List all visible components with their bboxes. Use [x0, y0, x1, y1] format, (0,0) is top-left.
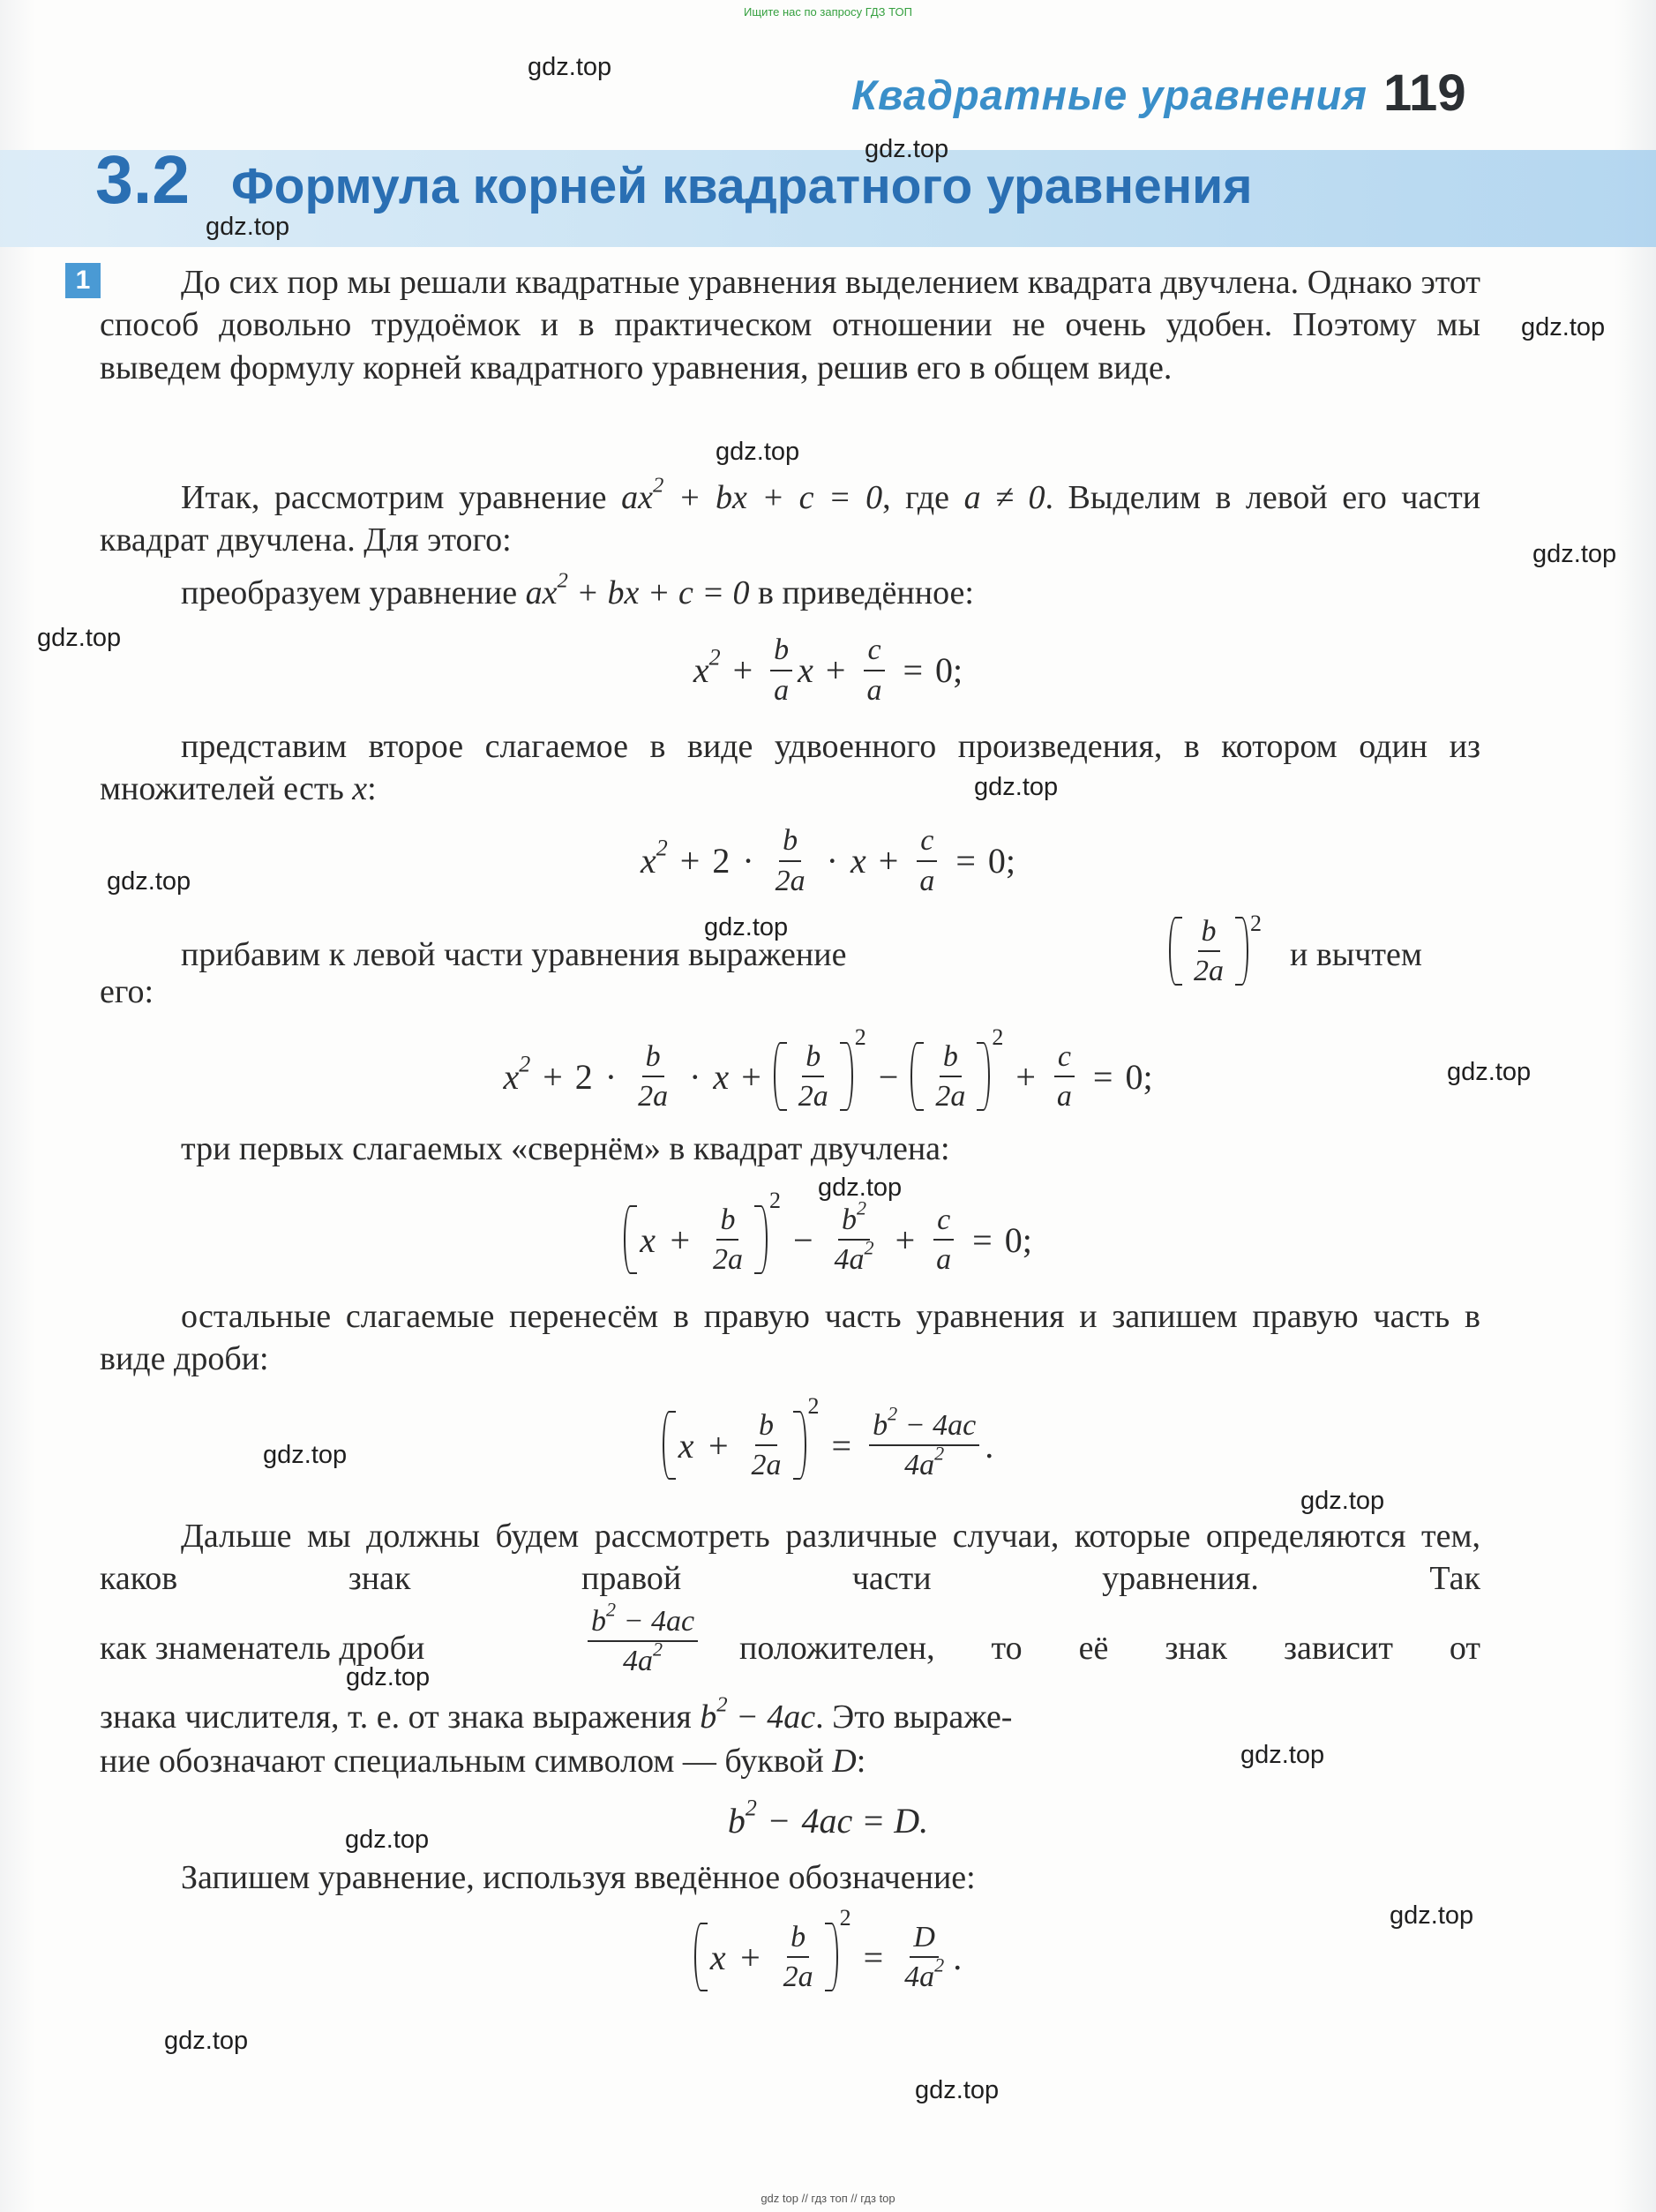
math-inline-fraction: $\frac{b^2 - 4ac}{4a^2}$ [582, 1604, 703, 1678]
equation-double-product: $x^2$ + 2 · $\frac{b}{2a}$ · x + $\frac{c}{a}$ = 0; [641, 824, 1015, 897]
text-it: его: [100, 973, 154, 1010]
watermark-text: gdz.top [346, 1663, 431, 1691]
watermark-text: gdz.top [1240, 1741, 1325, 1769]
text-numerator-sign [100, 1692, 1013, 1738]
intro-paragraph: До сих пор мы решали квадратные уравнения выделением квадрата двучлена. Однако этот способ довольно трудоёмок и в практическом отношении не очень удобен. Поэтому мы выведем формулу корней квадратного уравнения, решив его в общем виде. [100, 264, 1480, 386]
text-span: преобразуем уравнение [181, 574, 518, 611]
top-note: Ищите нас по запросу ГДЗ ТОП [744, 5, 912, 19]
watermark-text: gdz.top [1390, 1901, 1474, 1930]
text-span: прибавим к левой части уравнения выражение [181, 936, 847, 973]
text-span: . Это выраже- [815, 1698, 1013, 1736]
text-span: Итак, рассмотрим уравнение [181, 479, 607, 516]
section-title: Формула корней квадратного уравнения [231, 158, 1253, 214]
math-inline: $b^2 - 4ac$ [700, 1692, 816, 1736]
text-denominator: как знаменатель дроби [100, 1630, 425, 1667]
text-span: представим второе слагаемое в виде удвоенного произведения, в котором один из множителей есть [100, 728, 1480, 808]
watermark-text: gdz.top [716, 438, 800, 466]
watermark-text: gdz.top [915, 2076, 1000, 2104]
math-inline: $ax^2$ + bx + c = 0 [621, 473, 883, 516]
equation-discriminant: $b^2$ − 4ac = D. [727, 1795, 929, 1841]
watermark-text: gdz.top [704, 913, 789, 941]
watermark-text: gdz.top [1532, 540, 1617, 568]
paragraph-cases: Дальше мы должны будем рассмотреть различные случаи, которые определяются тем, каков знак правой части уравнения. Так [100, 1518, 1480, 1598]
equation-add-subtract: $x^2$ + 2 · $\frac{b}{2a}$ · x + $\frac{b}{2a}$ 2 − $\frac{b}{2a}$ 2 + $\frac{c}{a}$ = 0; [503, 1024, 1153, 1113]
text-symbol-D: ние обозначают специальным символом — буквой D: [100, 1743, 866, 1780]
math-inline-paren: $\frac{b}{2a}$ 2 [1169, 914, 1262, 988]
watermark-text: gdz.top [263, 1441, 348, 1469]
watermark-text: gdz.top [345, 1826, 430, 1854]
page-number: 119 [1383, 64, 1466, 122]
paragraph-consider-equation [100, 473, 1481, 562]
watermark-text: gdz.top [1521, 313, 1606, 341]
text-span: знака числителя, т. е. от знака выражения [100, 1698, 692, 1736]
text-positive: положителен, то её знак зависит от [739, 1630, 1480, 1667]
watermark-text: gdz.top [974, 773, 1059, 801]
equation-with-D: x + $\frac{b}{2a}$ 2 = $\frac{D}{4a^2}$ . [0, 1908, 1656, 2006]
text-and-subtract: и вычтем [1290, 936, 1422, 973]
section-number: 3.2 [95, 142, 191, 218]
watermark-text: gdz.top [164, 2027, 249, 2055]
watermark-text: gdz.top [1447, 1058, 1532, 1086]
bottom-note: gdz top // гдз топ // гдз top [761, 2192, 895, 2205]
watermark-text: gdz.top [206, 213, 290, 241]
watermark-text: gdz.top [528, 53, 612, 81]
paragraph-double-product: представим второе слагаемое в виде удвоенного произведения, в котором один из множителей есть x: [100, 728, 1480, 808]
watermark-text: gdz.top [37, 624, 122, 652]
text-span: в приведённое: [758, 574, 974, 611]
math-inline: x [352, 770, 368, 808]
equation-fraction-right: x + $\frac{b}{2a}$ 2 = $\frac{b^2 - 4ac}{4a^2}$ . [0, 1397, 1656, 1494]
equation-collapsed: x + $\frac{b}{2a}$ 2 − $\frac{b^2}{4a^2}$ + $\frac{c}{a}$ = 0; [0, 1191, 1656, 1288]
math-inline: a ≠ 0 [963, 479, 1045, 516]
step-reduce-line [181, 568, 974, 614]
equation-reduced: $x^2$ + $\frac{b}{a}$ x + $\frac{c}{a}$ = 0; [693, 634, 963, 707]
text-span: . Выделим в левой его части квадрат двучлена. Для этого: [100, 479, 1481, 559]
paragraph-move-terms: остальные слагаемые перенесём в правую часть уравнения и запишем правую часть в виде дроби: [100, 1298, 1480, 1378]
watermark-text: gdz.top [818, 1173, 903, 1202]
watermark-text: gdz.top [107, 867, 191, 896]
running-header-title: Квадратные уравнения [851, 71, 1368, 118]
paragraph-badge: 1 [65, 263, 101, 298]
math-inline: $ax^2$ + bx + c = 0 [525, 568, 750, 611]
math-inline: D [832, 1743, 857, 1780]
text-rewrite: Запишем уравнение, используя введённое обозначение: [181, 1859, 976, 1896]
watermark-text: gdz.top [865, 135, 949, 163]
step-collapse-line: три первых слагаемых «свернём» в квадрат двучлена: [181, 1130, 950, 1167]
text-span: , где [882, 479, 950, 516]
watermark-text: gdz.top [1300, 1487, 1385, 1515]
text-span: ние обозначают специальным символом — буквой [100, 1743, 824, 1780]
